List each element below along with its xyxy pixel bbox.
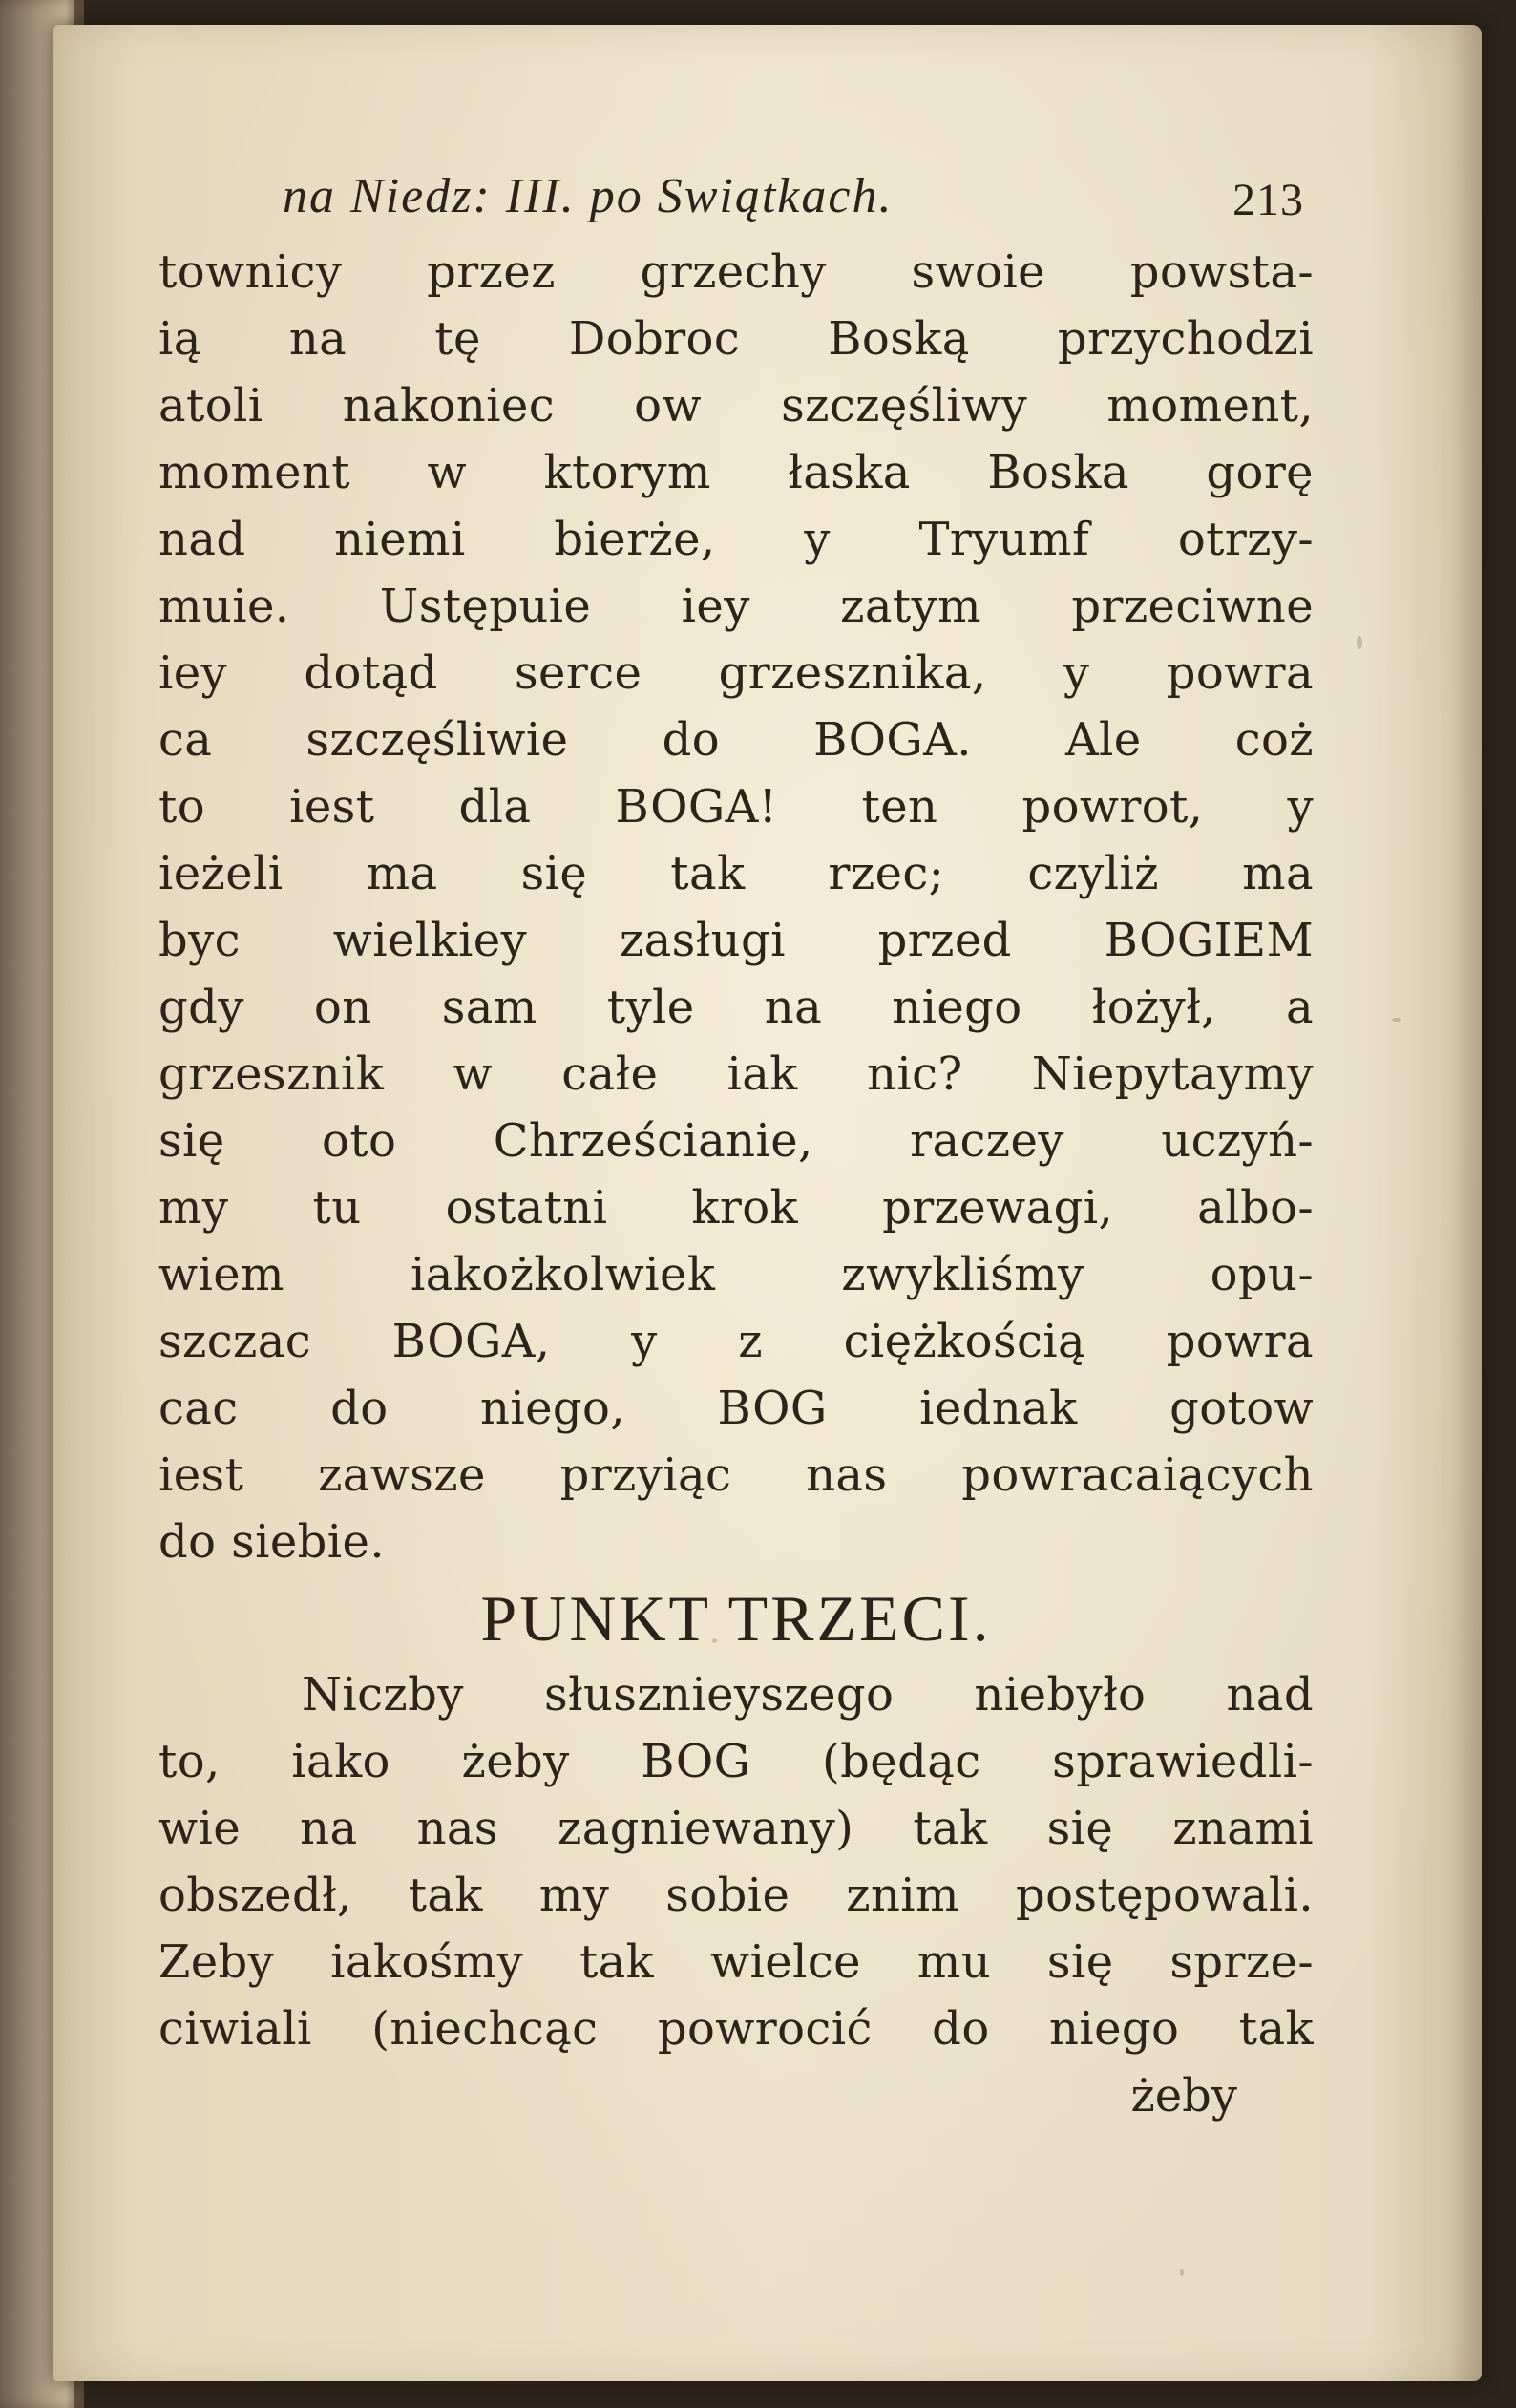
- text-line: muie. Ustępuie iey zatym przeciwne: [158, 580, 1314, 633]
- paper-speck: [1392, 1018, 1401, 1022]
- text-line: obszedł, tak my sobie znim postępowali.: [158, 1869, 1314, 1922]
- page-content: [158, 168, 1314, 2129]
- text-line: do siebie.: [158, 1515, 386, 1569]
- paper-speck: [1180, 2269, 1184, 2276]
- text-line: ca szczęśliwie do BOGA. Ale coż: [158, 713, 1314, 767]
- text-line: grzesznik w całe iak nic? Niepytaymy: [158, 1047, 1314, 1101]
- text-line: atoli nakoniec ow szczęśliwy moment,: [158, 379, 1314, 433]
- text-line: townicy przez grzechy swoie powsta-: [158, 245, 1314, 299]
- text-line: nad niemi bierże, y Tryumf otrzy-: [158, 513, 1314, 566]
- section-heading: PUNKT TRZECI.: [480, 1582, 992, 1655]
- book-page: [53, 25, 1482, 2381]
- text-line: Zeby iakośmy tak wielce mu się sprze-: [158, 1935, 1314, 1989]
- text-line: Niczby słusznieyszego niebyło nad: [302, 1668, 1314, 1722]
- text-line: wiem iakożkolwiek zwykliśmy opu-: [158, 1248, 1314, 1301]
- text-line: byc wielkiey zasługi przed BOGIEM: [158, 914, 1314, 967]
- text-line: ieżeli ma się tak rzec; czyliż ma: [158, 847, 1314, 900]
- text-line: wie na nas zagniewany) tak się znami: [158, 1802, 1314, 1855]
- page-edge-shading: [1449, 25, 1482, 2381]
- text-line: się oto Chrześcianie, raczey uczyń-: [158, 1114, 1314, 1168]
- text-line: to iest dla BOGA! ten powrot, y: [158, 780, 1314, 834]
- text-line: moment w ktorym łaska Boska gorę: [158, 446, 1314, 499]
- text-line: ciwiali (niechcąc powrocić do niego tak: [158, 2002, 1314, 2056]
- text-line: ią na tę Dobroc Boską przychodzi: [158, 312, 1314, 366]
- text-line: to, iako żeby BOG (będąc sprawiedli-: [158, 1735, 1314, 1788]
- text-line: iey dotąd serce grzesznika, y powra: [158, 646, 1314, 700]
- text-line: szczac BOGA, y z ciężkością powra: [158, 1315, 1314, 1368]
- text-line: my tu ostatni krok przewagi, albo-: [158, 1181, 1314, 1235]
- running-head: [158, 168, 1314, 239]
- running-title: na Niedz: III. po Swiątkach.: [283, 169, 894, 223]
- paper-speck: [1357, 636, 1362, 649]
- text-line: gdy on sam tyle na niego łożył, a: [158, 981, 1314, 1034]
- text-line: cac do niego, BOG iednak gotow: [158, 1382, 1314, 1435]
- catchword: żeby: [1130, 2069, 1237, 2123]
- body-text: [158, 239, 1314, 2129]
- text-line: iest zawsze przyiąc nas powracaiących: [158, 1448, 1314, 1502]
- page-number: 213: [1232, 175, 1304, 225]
